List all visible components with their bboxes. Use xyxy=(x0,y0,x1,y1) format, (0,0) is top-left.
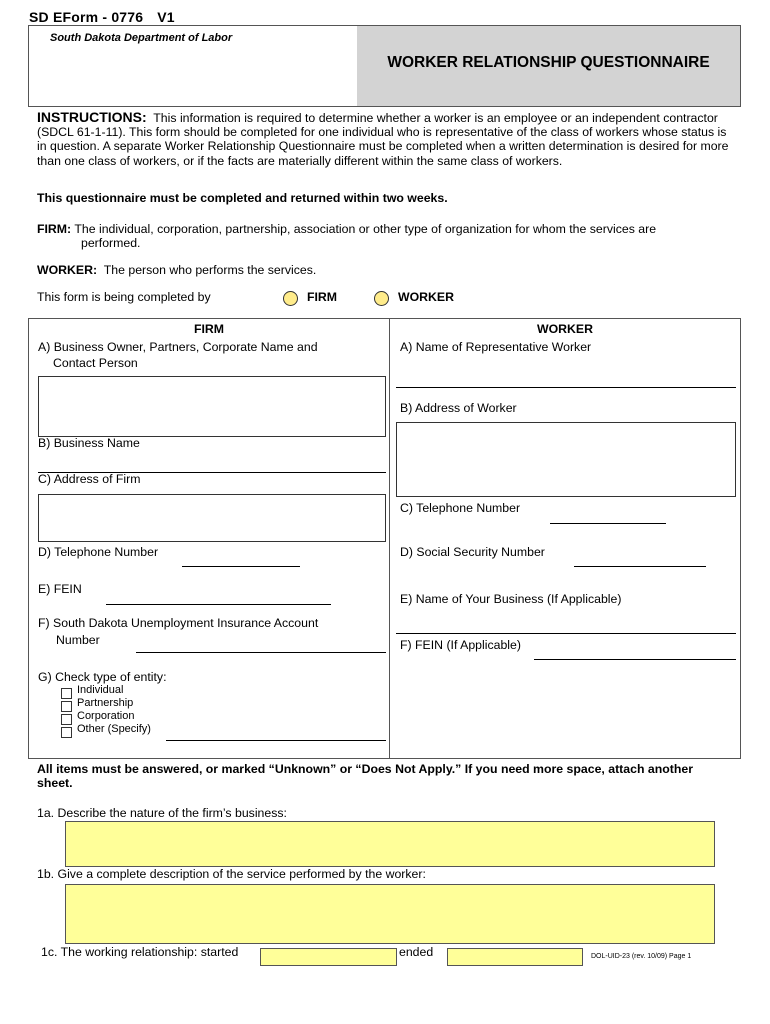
firm-phone-line[interactable] xyxy=(182,566,300,567)
worker-business-line[interactable] xyxy=(396,633,736,634)
worker-column-header: WORKER xyxy=(536,322,593,336)
deadline-notice: This questionnaire must be completed and returned within two weeks. xyxy=(37,191,448,205)
worker-a-label: A) Name of Representative Worker xyxy=(400,340,592,354)
ended-label: ended xyxy=(399,945,434,959)
question-1b-label: 1b. Give a complete description of the service performed by the worker: xyxy=(37,867,426,881)
radio-firm-label: FIRM xyxy=(307,290,338,304)
worker-name-line[interactable] xyxy=(396,387,736,388)
radio-firm[interactable] xyxy=(283,291,298,306)
worker-definition xyxy=(37,263,316,277)
worker-e-label: E) Name of Your Business (If Applicable) xyxy=(400,592,622,606)
radio-worker[interactable] xyxy=(374,291,389,306)
firm-f-label-2: Number xyxy=(56,633,100,647)
worker-phone-line[interactable] xyxy=(550,523,666,524)
form-title: WORKER RELATIONSHIP QUESTIONNAIRE xyxy=(387,54,710,71)
other-specify-line[interactable] xyxy=(166,740,386,741)
question-1a-input[interactable] xyxy=(65,821,715,867)
title-cell xyxy=(357,26,740,106)
radio-worker-label: WORKER xyxy=(398,290,455,304)
question-1c-label: 1c. The working relationship: started xyxy=(41,945,239,959)
instructions-text: This information is required to determine whether a worker is an employee or an independent contractor (SDCL 61-1-11). This form should be completed for one individual who is representative of the class of workers whose status is in question. A separate Worker Relationship Questionnaire must be completed when a written determination is desired for more than one class of workers, or if the facts are materially different within the same class of workers. xyxy=(37,111,729,168)
firm-c-label: C) Address of Firm xyxy=(38,472,141,486)
column-divider xyxy=(389,319,390,758)
completed-by-label: This form is being completed by xyxy=(37,290,211,304)
firm-def-label: FIRM: xyxy=(37,222,72,236)
header-box xyxy=(28,25,741,107)
worker-address-input[interactable] xyxy=(396,422,736,497)
firm-a-label: A) Business Owner, Partners, Corporate Name and xyxy=(38,340,318,354)
end-date-input[interactable] xyxy=(447,948,583,966)
form-code xyxy=(29,9,175,25)
worker-def-label: WORKER: xyxy=(37,263,98,277)
owner-contact-input[interactable] xyxy=(38,376,386,437)
header-left-cell xyxy=(29,26,358,106)
worker-fein-line[interactable] xyxy=(534,659,736,660)
firm-address-input[interactable] xyxy=(38,494,386,542)
form-version: V1 xyxy=(157,9,175,25)
worker-b-label: B) Address of Worker xyxy=(400,401,517,415)
worker-c-label: C) Telephone Number xyxy=(400,501,521,515)
firm-worker-box xyxy=(28,318,741,759)
form-number: SD EForm - 0776 xyxy=(29,9,144,25)
firm-g-label: G) Check type of entity: xyxy=(38,670,167,684)
worker-def-text: The person who performs the services. xyxy=(103,263,317,277)
ssn-line[interactable] xyxy=(574,566,706,567)
question-1b-input[interactable] xyxy=(65,884,715,944)
firm-fein-line[interactable] xyxy=(106,604,331,605)
checkbox-other[interactable] xyxy=(61,727,72,738)
worker-d-label: D) Social Security Number xyxy=(400,545,545,559)
start-date-input[interactable] xyxy=(260,948,397,966)
department-name: South Dakota Department of Labor xyxy=(50,32,233,44)
entity-partnership-label: Partnership xyxy=(77,697,134,709)
checkbox-individual[interactable] xyxy=(61,688,72,699)
firm-b-label: B) Business Name xyxy=(38,436,140,450)
worker-f-label: F) FEIN (If Applicable) xyxy=(400,638,521,652)
checkbox-partnership[interactable] xyxy=(61,701,72,712)
entity-other-label: Other (Specify) xyxy=(77,723,151,735)
firm-d-label: D) Telephone Number xyxy=(38,545,159,559)
question-1a-label: 1a. Describe the nature of the firm’s business: xyxy=(37,806,287,820)
firm-column-header: FIRM xyxy=(193,322,225,336)
instructions-label: INSTRUCTIONS: xyxy=(37,109,147,125)
entity-individual-label: Individual xyxy=(77,684,124,696)
checkbox-corporation[interactable] xyxy=(61,714,72,725)
firm-e-label: E) FEIN xyxy=(38,582,82,596)
firm-a-label-2: Contact Person xyxy=(53,356,138,370)
entity-corporation-label: Corporation xyxy=(77,710,135,722)
instructions xyxy=(37,110,737,168)
firm-definition xyxy=(37,222,737,250)
firm-def-text-2: performed. xyxy=(81,236,141,251)
firm-def-text: The individual, corporation, partnership, association or other type of organization for whom the services are xyxy=(74,222,657,236)
form-footer: DOL-UID-23 (rev. 10/09) Page 1 xyxy=(591,953,692,960)
answer-notice: All items must be answered, or marked “Unknown” or “Does Not Apply.” If you need more space, attach another sheet. xyxy=(37,762,693,791)
ui-account-line[interactable] xyxy=(136,652,386,653)
firm-f-label: F) South Dakota Unemployment Insurance Account xyxy=(38,616,319,630)
